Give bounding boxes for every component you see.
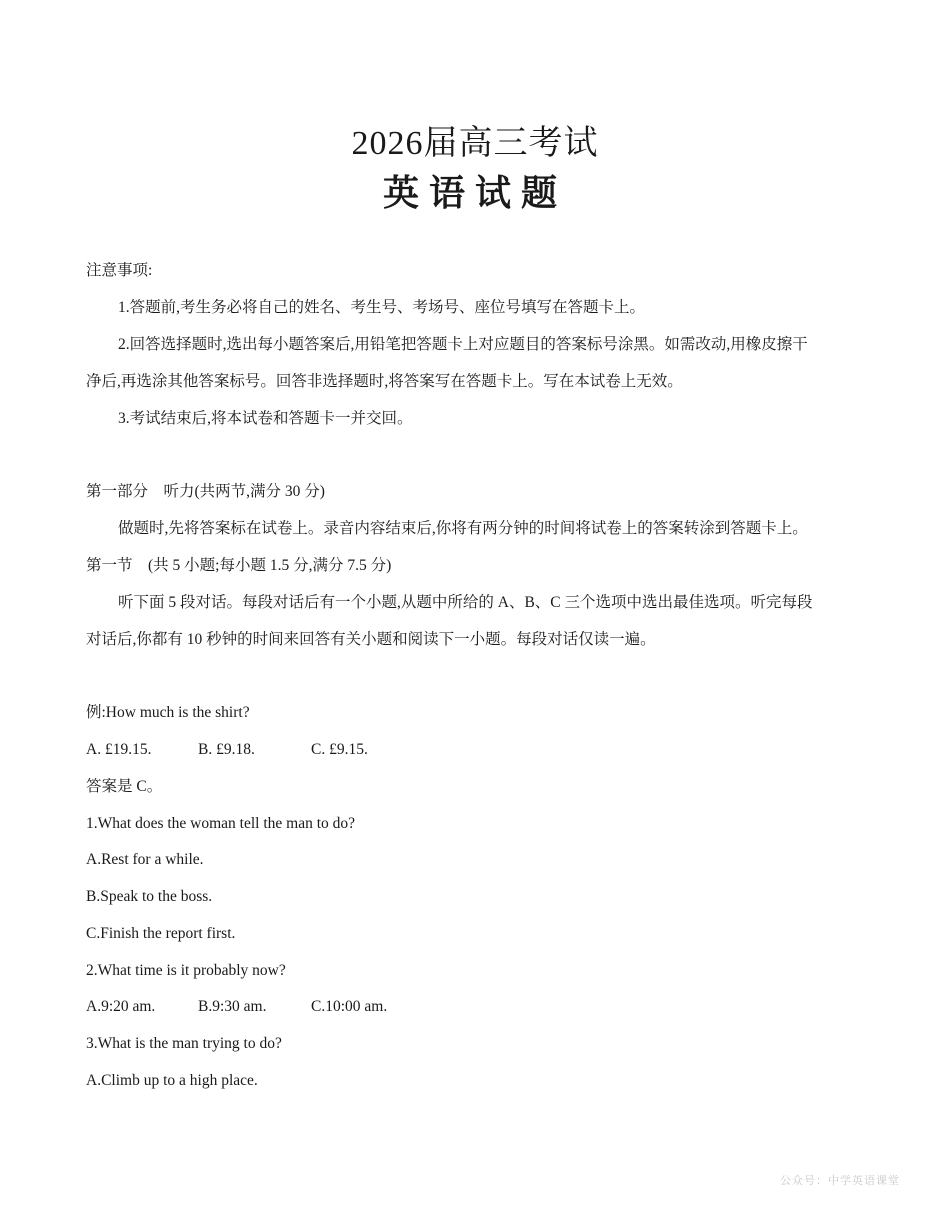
question-2-option-b: B.9:30 am. (198, 998, 267, 1015)
part1-heading: 第一部分 听力(共两节,满分 30 分) (86, 483, 325, 500)
section1-instruction-1: 听下面 5 段对话。每段对话后有一个小题,从题中所给的 A、B、C 三个选项中选出最佳选项。听完每段 (118, 594, 813, 611)
part1-instruction: 做题时,先将答案标在试卷上。录音内容结束后,你将有两分钟的时间将试卷上的答案转涂到答题卡上。 (118, 520, 808, 537)
example-option-a: A. £19.15. (86, 741, 152, 758)
exam-subject-title: 英语试题 (382, 173, 567, 213)
question-3-option-a: A.Climb up to a high place. (86, 1072, 258, 1089)
example-question: 例:How much is the shirt? (86, 704, 250, 721)
notice-item-2-cont: 净后,再选涂其他答案标号。回答非选择题时,将答案写在答题卡上。写在本试卷上无效。 (86, 373, 683, 390)
question-1-option-c: C.Finish the report first. (86, 925, 236, 942)
notice-item-1: 1.答题前,考生务必将自己的姓名、考生号、考场号、座位号填写在答题卡上。 (118, 299, 646, 316)
question-2-option-c: C.10:00 am. (311, 998, 388, 1015)
example-option-b: B. £9.18. (198, 741, 255, 758)
question-3: 3.What is the man trying to do? (86, 1035, 282, 1052)
example-options (86, 739, 866, 761)
notice-item-2: 2.回答选择题时,选出每小题答案后,用铅笔把答题卡上对应题目的答案标号涂黑。如需改动,用橡皮擦干 (118, 336, 808, 353)
question-1-option-a: A.Rest for a while. (86, 851, 204, 868)
question-2-options (86, 996, 866, 1018)
question-1: 1.What does the woman tell the man to do? (86, 815, 356, 832)
exam-title: 2026届高三考试 (351, 125, 599, 162)
example-answer: 答案是 C。 (86, 778, 163, 795)
question-2: 2.What time is it probably now? (86, 962, 286, 979)
watermark: 公众号：中学英语课堂 (780, 1174, 900, 1187)
section1-instruction-2: 对话后,你都有 10 秒钟的时间来回答有关小题和阅读下一小题。每段对话仅读一遍。 (86, 631, 656, 648)
question-1-option-b: B.Speak to the boss. (86, 888, 213, 905)
notice-item-3: 3.考试结束后,将本试卷和答题卡一并交回。 (118, 410, 413, 427)
question-2-option-a: A.9:20 am. (86, 998, 156, 1015)
example-option-c: C. £9.15. (311, 741, 368, 758)
section1-heading: 第一节 (共 5 小题;每小题 1.5 分,满分 7.5 分) (86, 557, 392, 574)
notice-heading: 注意事项: (86, 262, 153, 279)
